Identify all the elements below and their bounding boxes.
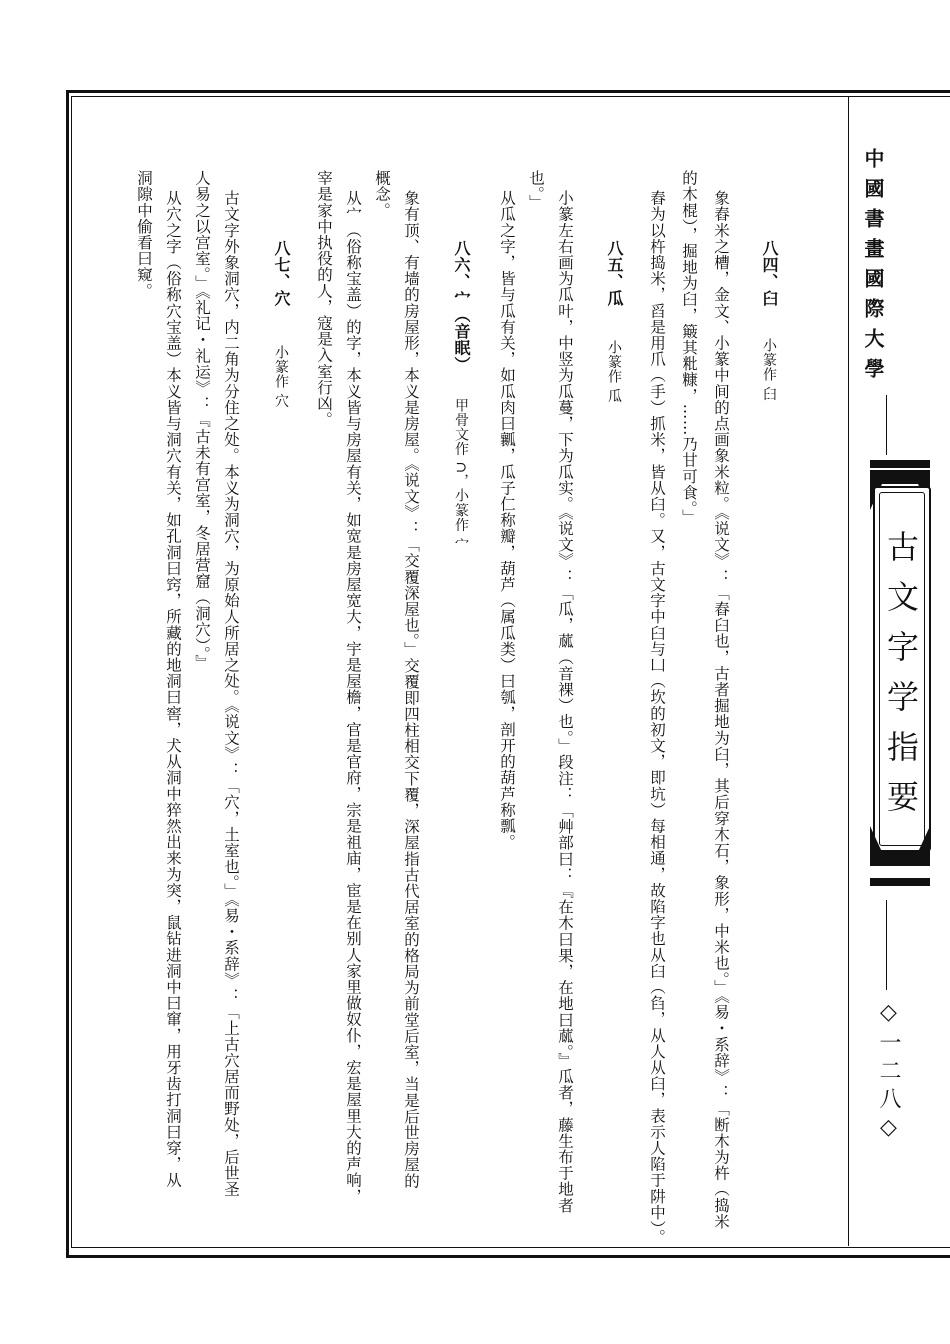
text-85-line-2: 也。」 xyxy=(527,170,545,211)
text-87-line-1: 古文字外象洞穴，内二角为分住之处。本义为洞穴，为原始人所居之处。《说文》：「穴，土室也。」《易・系辞》：「上古穴居而野处，后世圣 xyxy=(222,190,240,1198)
note-86 xyxy=(452,398,470,552)
title-band-top xyxy=(870,460,930,468)
sidebar-divider xyxy=(848,96,849,1246)
note-85-text: 小篆作 xyxy=(606,340,622,384)
glyph-85: 瓜 xyxy=(606,388,622,404)
glyph-87: 穴 xyxy=(273,393,289,409)
note-86-text: 甲骨文作 ∩，小篆作 xyxy=(453,398,469,533)
text-84-line-1: 象舂米之槽，金文、小篆中间的点画象米粒。《说文》：「舂臼也，古者掘地为臼，其后穿木石，象形，中米也。」《易・系辞》：「断木为杵（捣米 xyxy=(712,190,730,1230)
text-87-line-4: 洞隙中偷看曰窥。 xyxy=(135,170,153,299)
note-84 xyxy=(760,338,778,401)
text-86-line-4: 宰是家中执役的人，寇是入室行凶。 xyxy=(315,170,333,428)
heading-84: 八四、臼 xyxy=(760,240,779,307)
text-85-line-3: 从瓜之字，皆与瓜有关，如瓜肉曰瓤，瓜子仁称瓣，葫芦（属瓜类）曰瓠，剖开的葫芦称瓢。 xyxy=(498,190,516,851)
title-band-bottom xyxy=(870,878,930,886)
title-ornament-bottom xyxy=(870,826,930,866)
text-86-line-3: 从宀（俗称宝盖）的字，本义皆与房屋有关，如宽是房屋宽大，宇是屋檐，官是官府，宗是祖庙，宦是在别人家里做奴仆，宏是屋里大的声响， xyxy=(344,190,362,1205)
glyph-84: 𦥑 xyxy=(761,386,777,402)
text-84-line-2: 的木棍），掘地为臼，簸其粃糠，……乃甘可食。」 xyxy=(680,170,698,525)
note-87-text: 小篆作 xyxy=(273,345,289,389)
note-84-text: 小篆作 xyxy=(761,338,777,382)
book-title: 古文字学指要 xyxy=(882,530,920,830)
text-87-line-2: 人易之以宫室。」《礼记・礼运》：『古未有宫室，冬居营窟（洞穴）。』 xyxy=(193,170,211,671)
text-86-line-2: 概念。 xyxy=(373,170,391,219)
sidebar-line-top xyxy=(886,395,887,455)
heading-87: 八七、穴 xyxy=(272,240,291,307)
glyph-86: 宀 xyxy=(453,537,469,552)
page-number: ◇一二八◇ xyxy=(876,1000,901,1146)
text-85-line-1: 小篆左右画为瓜叶，中竖为瓜蔓，下为瓜实。《说文》：「瓜，蓏（音裸）也。」段注：「艸部曰：『在木曰果，在地曰蓏。』瓜者，藤生布于地者 xyxy=(556,190,574,1214)
text-86-line-1: 象有顶、有墙的房屋形，本义是房屋。《说文》：「交覆深屋也。」交覆即四柱相交下覆，深屋指古代居室的格局为前堂后室，当是后世房屋的 xyxy=(402,190,420,1189)
sidebar-line-bottom xyxy=(886,900,887,990)
series-title: 中國書畫國際大學 xyxy=(861,148,885,388)
note-85 xyxy=(605,340,623,403)
text-87-line-3: 从穴之字（俗称穴宝盖）本义皆与洞穴有关，如孔洞曰窍，所藏的地洞曰窖，犬从洞中猝然出来为突，鼠钻进洞中曰窜，用牙齿打洞曰穿，从 xyxy=(164,190,182,1189)
heading-86: 八六、宀（音眠） xyxy=(452,240,471,373)
heading-85: 八五、瓜 xyxy=(605,240,624,307)
text-84-line-3: 舂为以杵捣米，舀是用爪（手）抓米，皆从臼。又，古文字中臼与凵（坎的初文，即坑）每相通，故陷字也从臼（臽，从人从臼，表示人陷于阱中）。 xyxy=(648,190,666,1245)
note-87 xyxy=(272,345,290,408)
